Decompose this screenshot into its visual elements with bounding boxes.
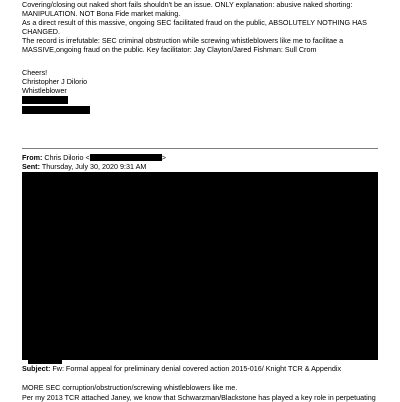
subject-value: Fw: Formal appeal for preliminary denial covered action 2015-016/ Knight TCR & Appendix — [52, 364, 342, 373]
signature-closing: Cheers! — [22, 68, 48, 77]
body-line-5: The record is irrefutable: SEC criminal obstruction while screwing whistleblowers like me to facilitae a — [22, 36, 344, 45]
redaction-box — [90, 154, 162, 161]
from-line — [22, 153, 166, 162]
body-line-3: As a direct result of this massive, ongoing SEC facilitated fraud on the public, ABSOLUTELY NOTHING HAS — [22, 18, 367, 27]
from-value: Chris Dilorio < — [44, 153, 90, 162]
subject-label: Subject: — [22, 364, 51, 373]
body-bottom-line-2: Per my 2013 TCR attached Janey, we know that Schwarzman/Blackstone has played a key role in perpetuating — [22, 393, 376, 402]
subject-line — [22, 364, 341, 373]
body-line-4: CHANGED. — [22, 27, 60, 36]
sent-label: Sent: — [22, 162, 40, 171]
signature-title: Whistleblower — [22, 86, 67, 95]
redaction-box — [22, 96, 68, 104]
separator-line — [22, 148, 378, 149]
redaction-box — [22, 106, 90, 114]
sent-value: Thursday, July 30, 2020 9:31 AM — [41, 162, 147, 171]
body-line-1: Covering/closing out naked short fails shouldn't be an issue. ONLY explanation: abusive naked shorting: — [22, 0, 353, 9]
body-line-6: MASSIVE,ongoing fraud on the public. Key facilitator: Jay Clayton/Jared Fishman: Sull Crom — [22, 45, 317, 54]
from-label: From: — [22, 153, 43, 162]
body-bottom-line-1: MORE SEC corruption/obstruction/screwing whistleblowers like me. — [22, 383, 238, 392]
signature-name: Christopher J Dilorio — [22, 77, 88, 86]
redaction-block — [22, 172, 378, 360]
sent-line — [22, 162, 146, 171]
from-end: > — [161, 153, 166, 162]
body-line-2: MANIPULATION. NOT Bona Fide market making. — [22, 9, 181, 18]
